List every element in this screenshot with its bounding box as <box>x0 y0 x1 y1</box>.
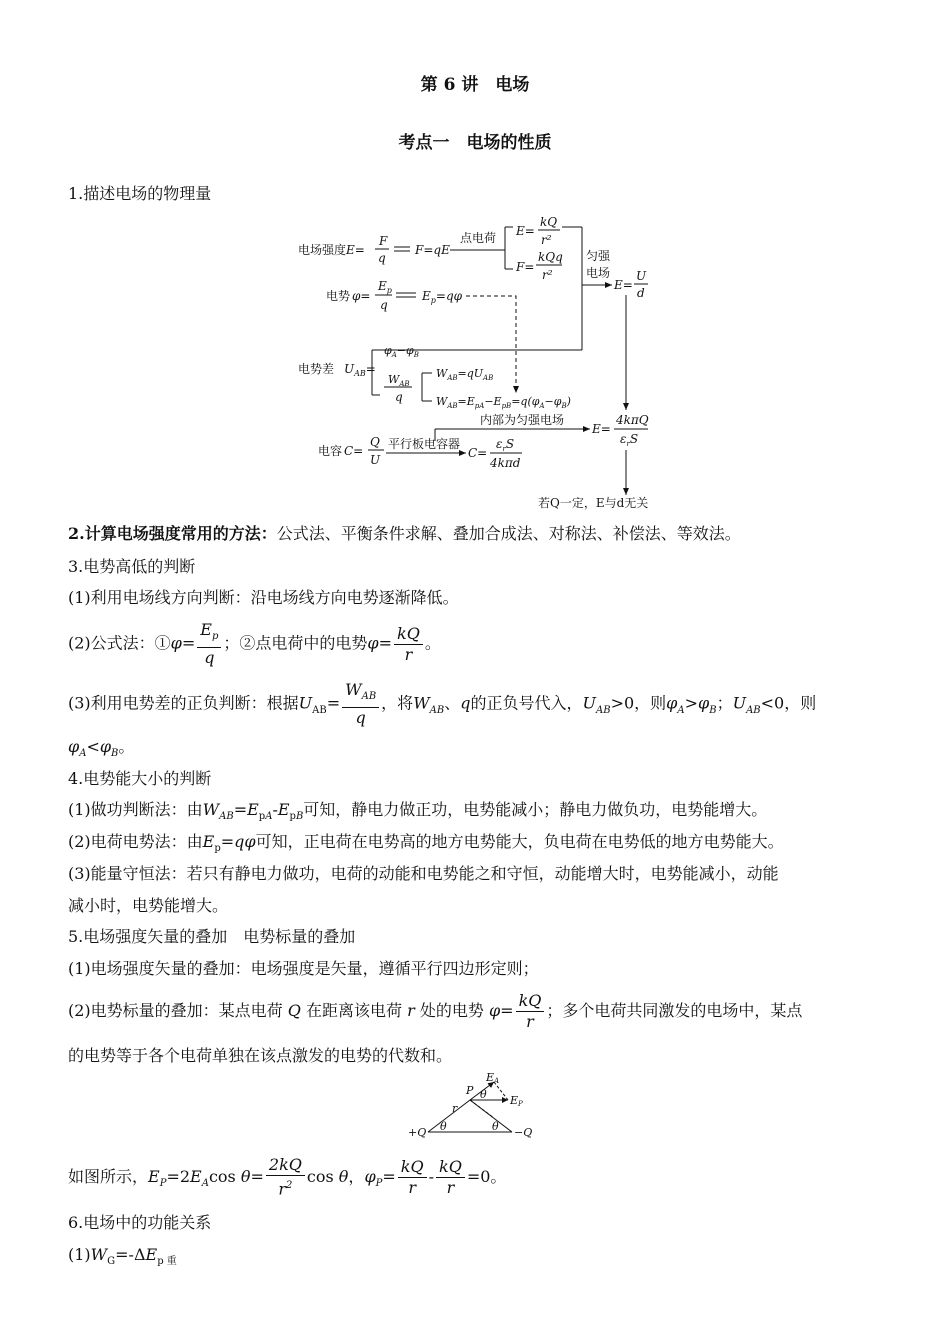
svg-text:r²: r² <box>541 233 552 247</box>
s5-mid1: 在距离该电荷 <box>305 1001 402 1020</box>
item3-text3: 的正负号代入， <box>470 693 583 713</box>
kq-over-r-formula-2: $\frac{kQ}{r}$ <box>516 991 545 1032</box>
svg-text:F=qE: F=qE <box>415 243 450 257</box>
svg-text:C=: C= <box>344 444 364 458</box>
item2-mid: ；②点电荷中的电势 <box>223 633 368 653</box>
e1-prefix: (1)做功判断法：由 <box>68 800 203 819</box>
svg-text:Ep=qφ: $E_p=q\varphi$ <box>422 289 463 305</box>
capacitance-label: 电容 <box>318 444 343 458</box>
gravity-sub: 重 <box>166 1256 177 1268</box>
svg-text:4kπd: 4kπd <box>490 456 521 470</box>
item-2 <box>68 523 880 545</box>
svg-text:φA−φB: $\varphi_A-\varphi_B$ <box>384 344 419 359</box>
heading-4: 4.电势能大小的判断 <box>68 769 212 788</box>
conclusion-label: 若Q一定，E与d无关 <box>538 496 649 510</box>
svg-text:εrS: $\varepsilon_rS$ <box>620 432 639 448</box>
heading-3: 3.电势高低的判断 <box>68 557 196 576</box>
field-strength-label: 电场强度 <box>298 243 347 257</box>
svg-text:q: q <box>378 251 386 265</box>
svg-text:WAB=EpA−EpB=q(φA−φB): $W_{AB}=E_{pA}-E_{pB}=q(\varphi_A-\varphi_B)$ <box>436 395 571 410</box>
electric-field-concept-diagram <box>290 205 670 515</box>
figure-formula-line: 如图所示，$E_P=2E_A\cos$ θ= $\frac{2kQ}{r^2}$ cos θ，$\varphi_P=$ $\frac{kQ}{r}$ - $\frac{kQ}{r}$ =0。 <box>68 1155 507 1199</box>
svg-text:U: U <box>636 269 647 283</box>
svg-text:φ=: φ= <box>352 289 371 303</box>
ep-over-q-formula: $\frac{E_p}{q}$ <box>197 620 221 668</box>
methods-text: 公式法、平衡条件求解、叠加合成法、对称法、补偿法、等效法。 <box>276 524 741 543</box>
item2-prefix: (2)公式法：① <box>68 633 171 653</box>
fig-text: 如图所示， <box>68 1167 149 1186</box>
point-charge-label: 点电荷 <box>460 231 497 245</box>
superposition-item-2: (2)电势标量的叠加：某点电荷 Q 在距离该电荷 r 处的电势 φ= $\frac{kQ}{r}$ ；多个电荷共同激发的电场中，某点 <box>68 991 803 1031</box>
svg-text:Q: Q <box>370 435 380 449</box>
section-title: 考点一 电场的性质 <box>398 133 552 153</box>
svg-text:kQq: kQq <box>538 250 563 264</box>
svg-text:r: r <box>452 1102 458 1115</box>
potential-item-1: (1)利用电场线方向判断：沿电场线方向电势逐渐降低。 <box>68 588 459 607</box>
svg-text:εrS: $\varepsilon_rS$ <box>496 437 515 453</box>
item3-prefix: (3)利用电势差的正负判断：根据 <box>68 693 299 713</box>
svg-text:4kπQ: 4kπQ <box>616 413 649 427</box>
svg-text:EA: EA <box>486 1072 500 1085</box>
heading-1: 1.描述电场的物理量 <box>68 184 212 203</box>
item3-text4: >0，则 <box>610 693 667 713</box>
svg-text:E=: E= <box>614 278 633 292</box>
wab-over-q-formula: $\frac{W_{AB}}{q}$ <box>342 680 379 728</box>
svg-text:E=: E= <box>592 422 611 436</box>
kq-over-r-formula-4: $\frac{kQ}{r}$ <box>436 1157 465 1198</box>
lecture-title: 第 6 讲 电场 <box>420 75 530 95</box>
potential-item-3: (3)利用电势差的正负判断：根据$U_{AB}=$ $\frac{W_{AB}}{q}$ ，将$W_{AB}$、q的正负号代入，$U_{AB}>0$，则$\varphi_A>\varphi_B$；$U_{AB}<0$，则 <box>68 680 817 728</box>
svg-text:P: P <box>466 1084 474 1097</box>
s5-suffix: ；多个电荷共同激发的电场中，某点 <box>546 1001 803 1020</box>
svg-text:kQ: kQ <box>540 215 558 229</box>
item3-text5: ； <box>716 693 733 713</box>
item3-text2: 、 <box>444 693 461 713</box>
heading-2: 2.计算电场强度常用的方法： <box>68 524 277 543</box>
svg-text:q: q <box>380 298 388 312</box>
e1-suffix: 可知，静电力做正功，电势能减小；静电力做负功，电势能增大。 <box>303 800 768 819</box>
svg-text:θ: θ <box>480 1088 487 1101</box>
fig-end: =0。 <box>466 1167 507 1186</box>
svg-text:WAB=qUAB: $W_{AB}=qU_{AB}$ <box>436 367 494 382</box>
uniform-field-label-1: 匀强 <box>586 249 611 263</box>
e2-prefix: (2)电荷电势法：由 <box>68 832 203 851</box>
svg-text:F=: F= <box>516 260 535 274</box>
svg-text:F: F <box>379 234 388 248</box>
item2-end: 。 <box>424 633 441 653</box>
function-item-1: $(1)W_G=-\Delta E_{p 重}$ <box>68 1245 177 1268</box>
svg-text:θ: θ <box>492 1120 499 1133</box>
superposition-item-2-line2: 的电势等于各个电荷单独在该点激发的电势的代数和。 <box>68 1046 453 1065</box>
energy-item-1: (1)做功判断法：由$W_{AB}=E_{pA}-E_{pB}$可知，静电力做正功，电势能减小；静电力做负功，电势能增大。 <box>68 800 768 823</box>
svg-text:U: U <box>370 453 381 467</box>
s5-prefix: (2)电势标量的叠加：某点电荷 <box>68 1001 283 1020</box>
potential-label: 电势 <box>326 289 351 303</box>
kq-over-r-formula: $\frac{kQ}{r}$ <box>394 624 423 665</box>
svg-text:+Q: +Q <box>408 1126 427 1139</box>
superposition-item-1: (1)电场强度矢量的叠加：电场强度是矢量，遵循平行四边形定则； <box>68 959 539 978</box>
inside-uniform-field-label: 内部为匀强电场 <box>480 413 565 427</box>
svg-text:Ep: $E_p$ <box>378 279 392 295</box>
svg-text:q: q <box>395 390 403 404</box>
potential-difference-label: 电势差 <box>298 362 335 376</box>
energy-item-2: (2)电荷电势法：由$E_p=q\varphi$可知，正电荷在电势高的地方电势能大，负电荷在电势低的地方电势能大。 <box>68 832 784 855</box>
potential-item-2: (2)公式法：①φ= $\frac{E_p}{q}$ ；②点电荷中的电势φ= $\frac{kQ}{r}$ 。 <box>68 620 441 668</box>
svg-text:EP: EP <box>510 1094 523 1108</box>
e2-suffix: 可知，正电荷在电势高的地方电势能大，负电荷在电势低的地方电势能大。 <box>255 832 784 851</box>
2kq-over-r2-formula: $\frac{2kQ}{r^2}$ <box>266 1155 305 1199</box>
uniform-field-label-2: 电场 <box>586 266 611 280</box>
svg-text:E=: E= <box>346 243 365 257</box>
s5-mid2: 处的电势 <box>419 1001 484 1020</box>
item3-text1: ，将 <box>381 693 414 713</box>
heading-6: 6.电场中的功能关系 <box>68 1213 212 1232</box>
potential-item-3-cont: $\varphi_A<\varphi_B$。 <box>68 737 135 760</box>
svg-text:d: d <box>637 286 645 300</box>
energy-item-3-line1: (3)能量守恒法：若只有静电力做功，电荷的动能和电势能之和守恒，动能增大时，电势能减小，动能 <box>68 864 779 883</box>
svg-text:C=: C= <box>468 446 488 460</box>
svg-text:−Q: −Q <box>514 1126 533 1139</box>
heading-5: 5.电场强度矢量的叠加 电势标量的叠加 <box>68 927 356 946</box>
dipole-field-figure <box>400 1072 545 1144</box>
kq-over-r-formula-3: $\frac{kQ}{r}$ <box>398 1157 427 1198</box>
svg-text:UAB=: $U_{AB}=$ <box>344 362 376 378</box>
svg-text:θ: θ <box>440 1120 447 1133</box>
energy-item-3-line2: 减小时，电势能增大。 <box>68 896 229 915</box>
item3-text6: <0，则 <box>760 693 817 713</box>
svg-text:WAB: $W_{AB}$ <box>388 373 410 388</box>
svg-text:E=: E= <box>516 224 535 238</box>
parallel-plate-label: 平行板电容器 <box>388 437 461 451</box>
svg-text:r²: r² <box>542 268 553 282</box>
